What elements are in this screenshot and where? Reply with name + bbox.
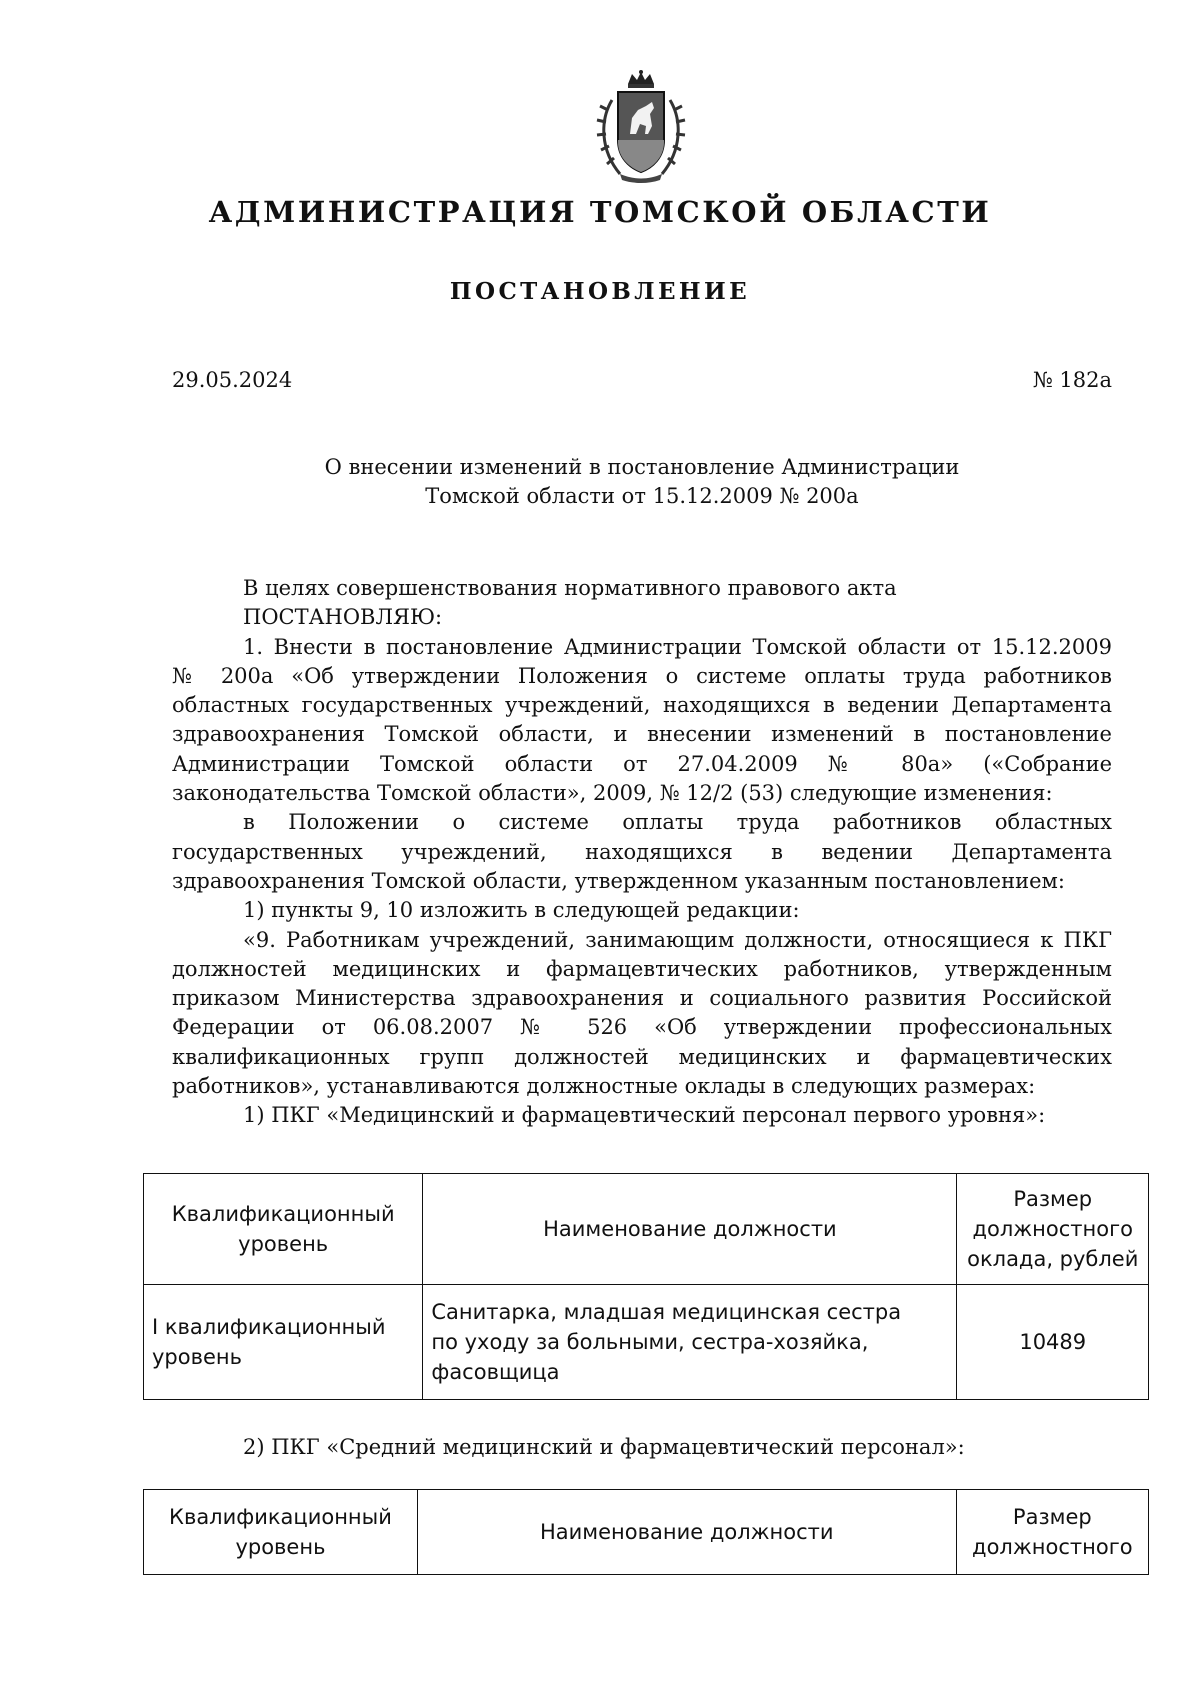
item1-line: 1. Внести в постановление Администрации Томской области от 15.12.2009 xyxy=(243,634,1112,659)
pkg2-caption: 2) ПКГ «Средний медицинский и фармацевтический персонал»: xyxy=(243,1435,965,1459)
header-text: должностного xyxy=(972,1217,1133,1241)
header-position-name: Наименование должности xyxy=(417,1490,956,1575)
header-text: Размер xyxy=(1012,1505,1092,1529)
cell-salary: 10489 xyxy=(957,1285,1149,1400)
cell-qualification-level xyxy=(144,1285,423,1400)
header-text: Квалификационный xyxy=(169,1505,392,1529)
item1-line: № 200а «Об утверждении Положения о системе оплаты труда работников xyxy=(172,663,1112,688)
subitem1-paragraph: 1) пункты 9, 10 изложить в следующей редакции: xyxy=(243,898,800,923)
header-salary xyxy=(957,1174,1149,1285)
cell-text: уровень xyxy=(152,1345,243,1369)
cell-text: Санитарка, младшая медицинская сестра xyxy=(431,1300,902,1324)
document-subject xyxy=(172,453,1112,511)
decree-word: ПОСТАНОВЛЯЮ: xyxy=(243,605,443,630)
header-qualification-level xyxy=(144,1490,418,1575)
header-text: уровень xyxy=(238,1232,329,1256)
point9-line: должностей медицинских и фармацевтических работников, утвержденным xyxy=(172,956,1112,981)
organization-title: АДМИНИСТРАЦИЯ ТОМСКОЙ ОБЛАСТИ xyxy=(208,195,992,229)
point9-line: Федерации от 06.08.2007 № 526 «Об утверждении профессиональных xyxy=(172,1015,1112,1040)
header-qualification-level xyxy=(144,1174,423,1285)
header-text: Размер xyxy=(1013,1187,1093,1211)
point9-line: приказом Министерства здравоохранения и социального развития Российской xyxy=(172,986,1112,1011)
tomsk-coat-of-arms-icon xyxy=(590,70,692,184)
intro-paragraph: В целях совершенствования нормативного правового акта xyxy=(243,576,897,600)
header-salary xyxy=(956,1490,1148,1575)
item1-line: здравоохранения Томской области, и внесении изменений в постановление xyxy=(172,722,1112,747)
cell-text: по уходу за больными, сестра-хозяйка, xyxy=(431,1330,869,1354)
header-text: должностного xyxy=(972,1535,1133,1559)
header-text: оклада, рублей xyxy=(967,1247,1139,1271)
subject-line: Томской области от 15.12.2009 № 200а xyxy=(425,484,859,508)
regulation-line: здравоохранения Томской области, утвержденном указанным постановлением: xyxy=(172,868,1065,893)
subject-line: О внесении изменений в постановление Администрации xyxy=(324,455,960,479)
table-header-row xyxy=(144,1490,1149,1575)
item1-line: областных государственных учреждений, находящихся в ведении Департамента xyxy=(172,693,1112,718)
point9-line: «9. Работникам учреждений, занимающим должности, относящиеся к ПКГ xyxy=(243,927,1112,952)
point9-line: работников», устанавливаются должностные оклады в следующих размерах: xyxy=(172,1074,1036,1099)
cell-text: I квалификационный xyxy=(152,1315,386,1339)
regulation-line: в Положении о системе оплаты труда работников областных xyxy=(243,810,1112,835)
document-number: № 182а xyxy=(1032,368,1112,392)
table-row xyxy=(144,1285,1149,1400)
header-text: уровень xyxy=(235,1535,326,1559)
point9-line: квалификационных групп должностей медицинских и фармацевтических xyxy=(172,1044,1112,1069)
pkg2-salary-table xyxy=(143,1489,1149,1575)
document-type-heading: ПОСТАНОВЛЕНИЕ xyxy=(449,278,751,305)
regulation-line: государственных учреждений, находящихся в ведении Департамента xyxy=(172,839,1112,864)
pkg1-salary-table xyxy=(143,1173,1149,1400)
item1-line: Администрации Томской области от 27.04.2009 № 80а» («Собрание xyxy=(172,751,1112,776)
pkg1-caption: 1) ПКГ «Медицинский и фармацевтический персонал первого уровня»: xyxy=(243,1103,1046,1128)
cell-position-name xyxy=(423,1285,957,1400)
header-position-name: Наименование должности xyxy=(423,1174,957,1285)
item1-line: законодательства Томской области», 2009, № 12/2 (53) следующие изменения: xyxy=(172,781,1053,806)
document-body xyxy=(172,574,1112,1131)
cell-text: фасовщица xyxy=(431,1360,560,1384)
header-text: Квалификационный xyxy=(171,1202,395,1226)
table-header-row xyxy=(144,1174,1149,1285)
document-date: 29.05.2024 xyxy=(172,368,293,392)
